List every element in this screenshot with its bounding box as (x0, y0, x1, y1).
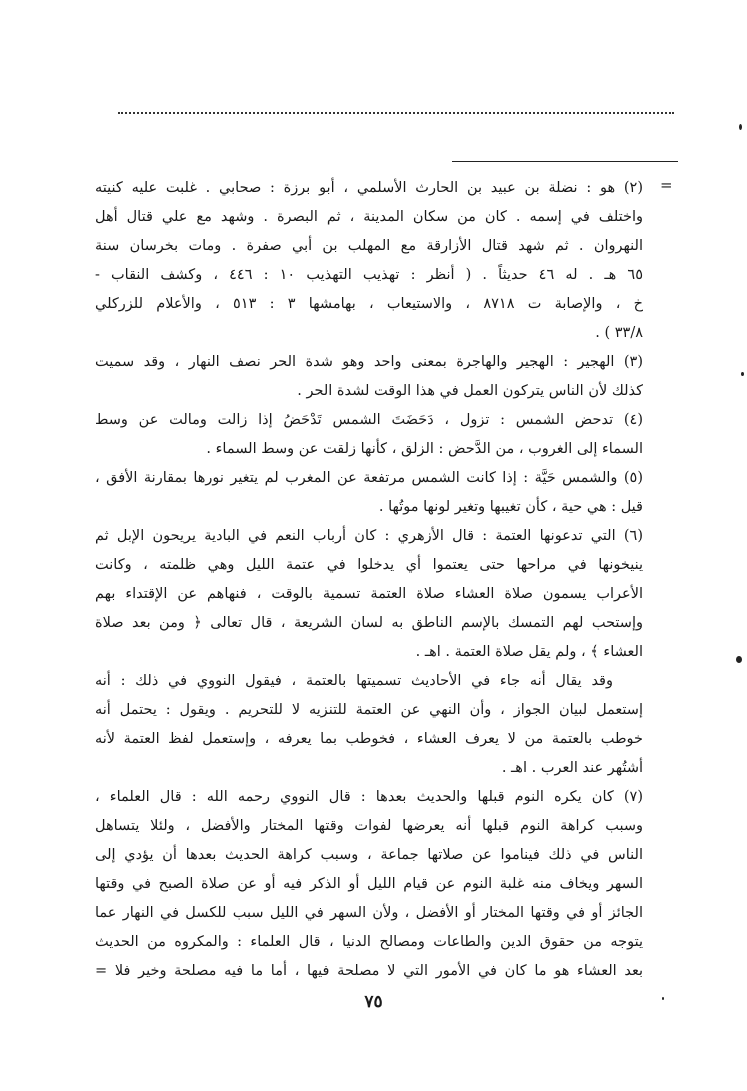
text-line: (٥) والشمس حَيَّة : إذا كانت الشمس مرتفعة عن المغرب لم يتغير نورها بمقارنة الأفق ، (95, 470, 643, 486)
scan-speck (741, 372, 744, 376)
text-line: (٤) تدحض الشمس : تزول ، دَحَضَتَ الشمس تَدْحَضُ إذا زالت ومالت عن وسط (95, 412, 643, 428)
text-line: ٦٥ هـ . له ٤٦ حديثاً . ( أنظر : تهذيب التهذيب ١٠ : ٤٤٦ ، وكشف النقاب - (95, 267, 643, 283)
text-line: (٧) كان يكره النوم قبلها والحديث بعدها : قال النووي رحمه الله : قال العلماء ، (95, 789, 643, 805)
text-line: بعد العشاء هو ما كان في الأمور التي لا مصلحة فيها ، أما ما فيه مصلحة وخير فلا = (95, 963, 643, 979)
text-line: العشاء ﴾ ، ولم يقل صلاة العتمة . اهـ . (415, 644, 643, 660)
footnote-rule (452, 161, 678, 162)
scan-speck (739, 124, 742, 130)
text-line: أشتُهر عند العرب . اهـ . (501, 760, 643, 776)
dotted-separator (118, 112, 674, 114)
text-line: ينيخونها في مراحها حتى يعتموا أي يدخلوا في عتمة الليل وهي ظلمته ، وكانت (95, 557, 643, 573)
text-line: (٣) الهجير : الهجير والهاجرة بمعنى واحد وهو شدة الحر نصف النهار ، وقد سميت (95, 354, 643, 370)
text-line: (٢) هو : نضلة بن عبيد بن الحارث الأسلمي ، أبو برزة : صحابي . غلبت عليه كنيته (95, 180, 643, 196)
scan-speck (662, 997, 664, 1000)
text-line: خ ، والإصابة ت ٨٧١٨ ، والاستيعاب ، بهامشها ٣ : ٥١٣ ، والأعلام للزركلي (95, 296, 643, 312)
footnotes-body (95, 174, 643, 986)
continuation-marker: = (660, 176, 673, 194)
text-line: واختلف في إسمه . كان من سكان المدينة ، ثم البصرة . وشهد مع علي قتال أهل (95, 209, 643, 225)
text-line: الناس في ذلك فيناموا عن صلاتها جماعة ، وسبب كراهة الحديث بعدها أن يؤدي إلى (95, 847, 643, 863)
text-line: الأعراب يسمون صلاة العشاء صلاة العتمة تسمية بالوقت ، فنهاهم عن الإقتداء بهم (95, 586, 643, 602)
text-line: وقد يقال أنه جاء في الأحاديث تسميتها بالعتمة ، فيقول النووي في ذلك : أنه (95, 673, 613, 689)
page-number: ٧٥ (364, 992, 383, 1012)
text-line: وسبب كراهة النوم قبلها أنه يعرضها لفوات وقتها المختار والأفضل ، ولئلا يتساهل (95, 818, 643, 834)
text-line: (٦) التي تدعونها العتمة : قال الأزهري : كان أرباب النعم في البادية يريحون الإبل ثم (95, 528, 643, 544)
text-line: وإستحب لهم التمسك بالإسم الناطق به لسان الشريعة ، قال تعالى ﴿ ومن بعد صلاة (95, 615, 643, 631)
scan-speck (736, 656, 742, 663)
text-line: الجائز أو في وقتها المختار أو الأفضل ، ولأن السهر في الليل سبب للكسل في النهار عما (95, 905, 643, 921)
text-line: ٣٣/٨ ) . (595, 325, 643, 341)
text-line: إستعمل لبيان الجواز ، وأن النهي عن العتمة للتنزيه لا للتحريم . ويقول : يحتمل أنه (95, 702, 643, 718)
text-line: النهروان . ثم شهد قتال الأزارقة مع المهلب بن أبي صفرة . ومات بخرسان سنة (95, 238, 643, 254)
text-line: خوطب بالعتمة من لا يعرف العشاء ، فخوطب بما يعرفه ، وإستعمل لفظ العتمة لأنه (95, 731, 643, 747)
text-line: السماء إلى الغروب ، من الدَّحض : الزلق ، كأنها زلقت عن وسط السماء . (206, 441, 643, 457)
text-line: يتوجه من حقوق الدين والطاعات ومصالح الدنيا ، قال العلماء : والمكروه من الحديث (95, 934, 643, 950)
text-line: كذلك لأن الناس يتركون العمل في هذا الوقت لشدة الحر . (297, 383, 643, 399)
text-line: قيل : هي حية ، كأن تغيبها وتغير لونها موتُها . (378, 499, 643, 515)
text-line: السهر ويخاف منه غلبة النوم عن قيام الليل أو الذكر فيه أو عن صلاة الصبح في وقتها (95, 876, 643, 892)
